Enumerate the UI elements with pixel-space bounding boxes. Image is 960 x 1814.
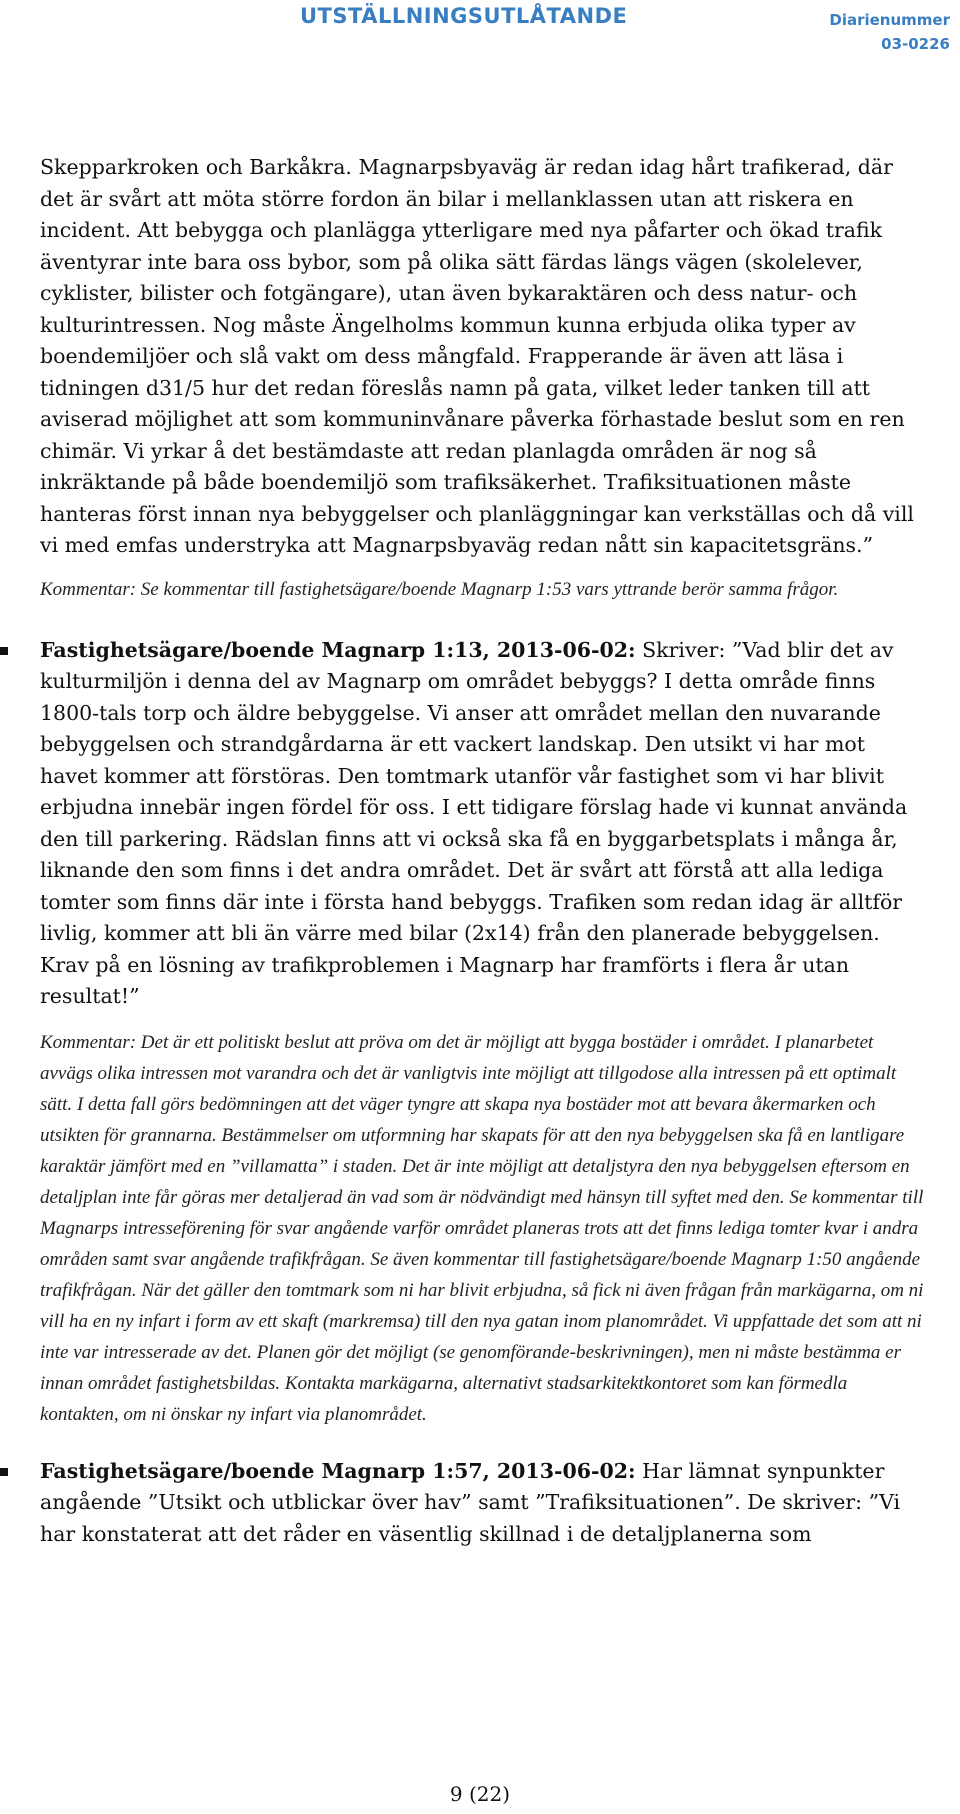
bullet-text: Skriver: ”Vad blir det av kulturmiljön i denna del av Magnarp om området bebyggs? I detta område finns 1800-tals torp och äldre bebyggelse. Vi anser att området mellan den nuvarande bebyggelsen och strandgårdarna är ett vackert landskap. Den utsikt vi har mot havet kommer att förstöras. Den tomtmark utanför vår fastighet som vi har blivit erbjudna innebär ingen fördel för oss. I ett tidigare förslag hade vi kunnat använda den till parkering. Rädslan finns att vi också ska få en byggarbetsplats i många år, liknande den som finns i det andra området. Det är svårt att förstå att alla lediga tomter som finns där inte i första hand bebyggs. Trafiken som redan idag är alltför livlig, kommer att bli än värre med bilar (2x14) från den planerade bebyggelsen. Krav på en lösning av trafikproblemen i Magnarp har framförts i flera år utan resultat!” <box>40 637 908 1008</box>
page-header <box>0 0 960 70</box>
bullet-heading: Fastighetsägare/boende Magnarp 1:57, 2013-06-02: <box>40 1458 636 1483</box>
document-title: UTSTÄLLNINGSUTLÅTANDE <box>300 4 628 28</box>
intro-paragraph: Skepparkroken och Barkåkra. Magnarpsbyaväg är redan idag hårt trafikerad, där det är svårt att möta större fordon än bilar i mellanklassen utan att riskera en incident. Att bebygga och planlägga ytterligare med nya påfarter och ökad trafik äventyrar inte bara oss bybor, som på olika sätt färdas längs vägen (skolelever, cyklister, bilister och fotgängare), utan även bykaraktären och dess natur- och kulturintressen. Nog måste Ängelholms kommun kunna erbjuda olika typer av boendemiljöer och slå vakt om dess mångfald. Frapperande är även att läsa i tidningen d31/5 hur det redan föreslås namn på gata, vilket leder tanken till att aviserad möjlighet att som kommuninvånare påverka förhastade beslut som en ren chimär. Vi yrkar å det bestämdaste att redan planlagda områden är nog så inkräktande på både boendemiljö som trafiksäkerhet. Trafiksituationen måste hanteras först innan nya bebyggelser och planläggningar kan verkställas och då vill vi med emfas understryka att Magnarpsbyaväg redan nått sin kapacitetsgräns.” <box>40 155 914 557</box>
comment-paragraph: Kommentar: Se kommentar till fastighetsägare/boende Magnarp 1:53 vars yttrande berör samma frågor. <box>40 578 839 600</box>
comment-paragraph: Kommentar: Det är ett politiskt beslut att pröva om det är möjligt att bygga bostäder i området. I planarbetet avvägs olika intressen mot varandra och det är vanligtvis inte möjligt att tillgodose alla intressen på ett optimalt sätt. I detta fall görs bedömningen att det väger tyngre att skapa nya bostäder mot att bevara åkermarken och utsikten för grannarna. Bestämmelser om utformning har skapats för att den nya bebyggelsen ska få en lantligare karaktär jämfört med en ”villamatta” i staden. Det är inte möjligt att detaljstyra den nya bebyggelsen eftersom en detaljplan inte får göras mer detaljerad än vad som är nödvändigt med hänsyn till syftet med den. Se kommentar till Magnarps intresseförening för svar angående varför området planeras trots att det finns lediga tomter kvar i andra områden samt svar angående trafikfrågan. Se även kommentar till fastighetsägare/boende Magnarp 1:50 angående trafikfrågan. När det gäller den tomtmark som ni har blivit erbjudna, så fick ni även frågan från markägarna, om ni vill ha en ny infart i form av ett skaft (markremsa) till den nya gatan inom planområdet. Vi uppfattade det som att ni inte var intresserade av det. Planen gör det möjligt (se genomförande-beskrivningen), men ni måste bestämma er innan området fastighetsbildas. Kontakta markägarna, alternativt stadsarkitektkontoret som kan förmedla kontakten, om ni önskar ny infart via planområdet. <box>40 1031 924 1425</box>
page-number: 9 (22) <box>449 1782 511 1806</box>
diarienummer-block <box>829 8 950 56</box>
bullet-paragraph-magnarp-1-13 <box>40 635 926 1013</box>
diarienummer-label: Diarienummer <box>829 11 950 29</box>
bullet-paragraph-magnarp-1-57 <box>40 1456 926 1551</box>
square-bullet-icon <box>0 1468 8 1476</box>
document-body <box>40 152 926 1550</box>
bullet-text: Har lämnat synpunkter angående ”Utsikt och utblickar över hav” samt ”Trafiksituationen”. De skriver: ”Vi har konstaterat att det råder en väsentlig skillnad i de detaljplanerna som <box>40 1458 901 1546</box>
diarienummer-value: 03-0226 <box>881 35 950 53</box>
bullet-heading: Fastighetsägare/boende Magnarp 1:13, 2013-06-02: <box>40 637 636 662</box>
square-bullet-icon <box>0 647 8 655</box>
